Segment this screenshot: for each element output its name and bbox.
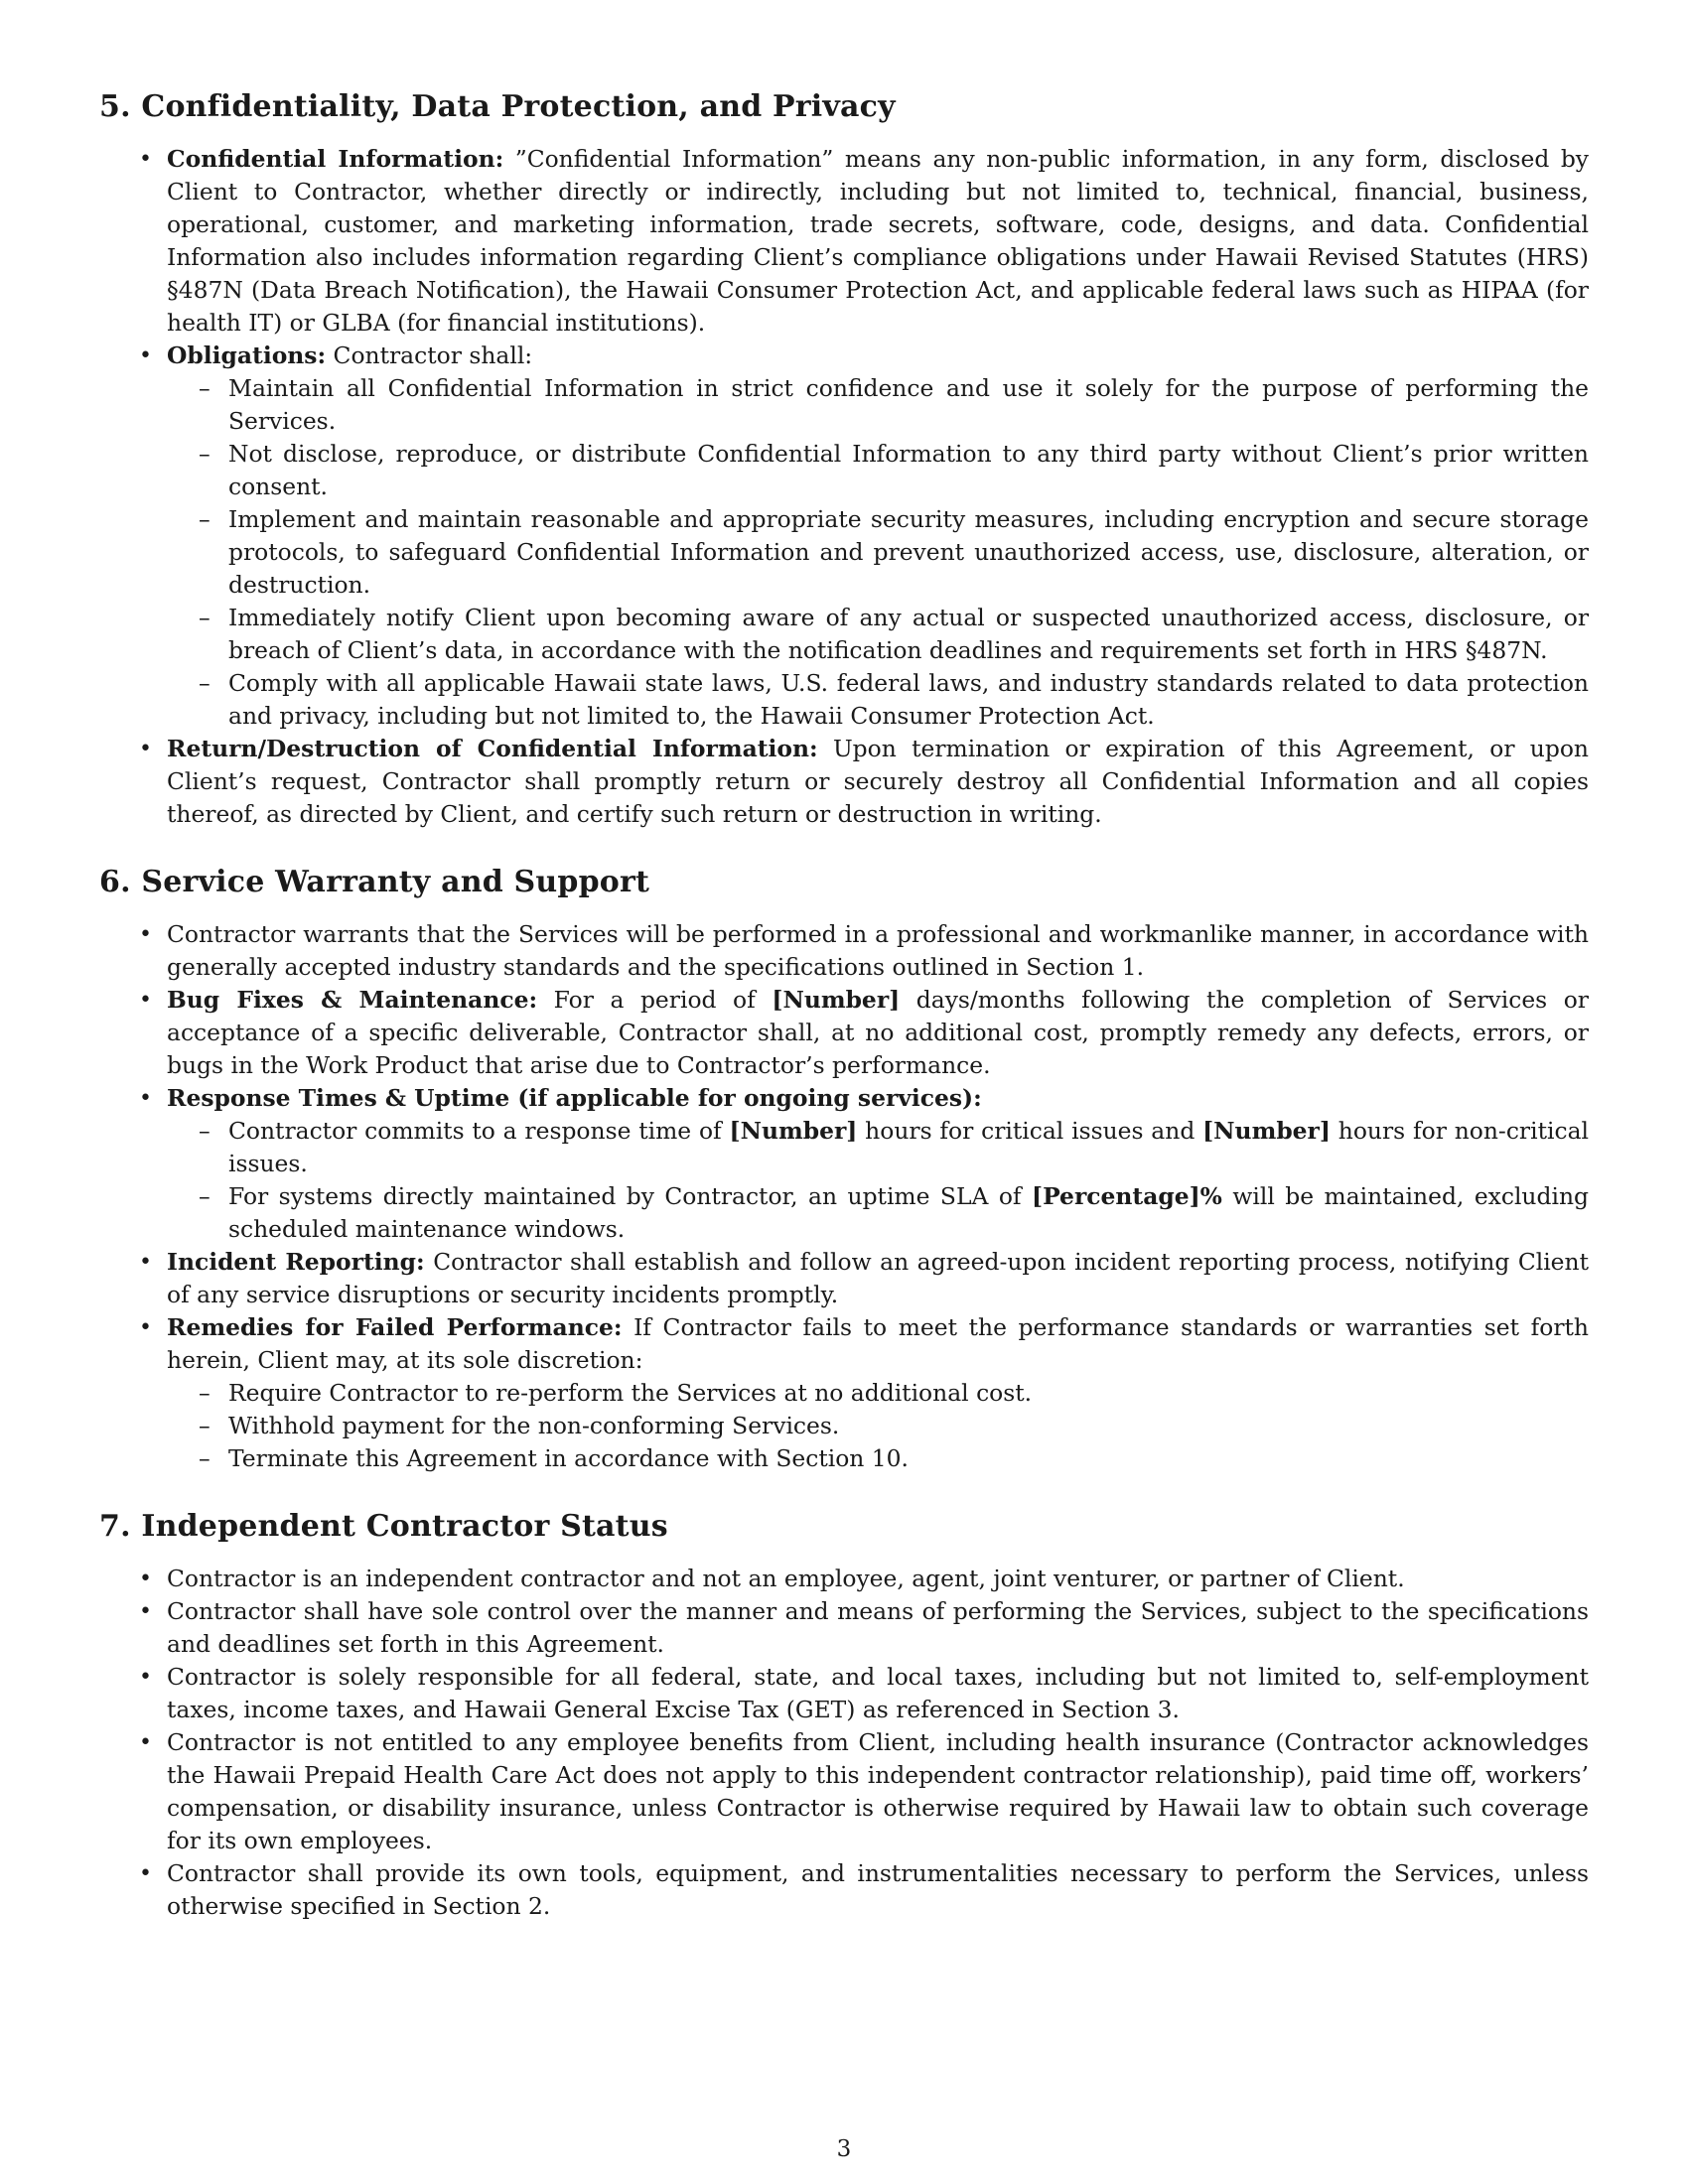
list-item: • Contractor shall provide its own tools, equipment, and instrumentalities necessary to perform the Services, unless otherwise specified in Section 2. bbox=[167, 1857, 1589, 1923]
list-item bbox=[167, 733, 1589, 831]
sub-list-item: – Not disclose, reproduce, or distribute Confidential Information to any third party without Client’s prior written consent. bbox=[228, 438, 1589, 503]
placeholder-token: [Number] bbox=[1202, 1117, 1331, 1145]
item-text: If Contractor fails to meet the performance standards or warranties set forth herein, Client may, at its sole discretion: bbox=[167, 1313, 1589, 1374]
section-heading: 5. Confidentiality, Data Protection, and Privacy bbox=[99, 89, 896, 124]
sub-list bbox=[167, 372, 1589, 733]
list-item bbox=[167, 340, 1589, 733]
item-text: Upon termination or expiration of this Agreement, or upon Client’s request, Contractor shall promptly return or securely destroy all Confidential Information and all copies thereof, as directed by Client, and certify such return or destruction in writing. bbox=[167, 735, 1589, 828]
placeholder-token: [Number] bbox=[729, 1117, 858, 1145]
page-number: 3 bbox=[836, 2136, 852, 2162]
placeholder-token: [Number] bbox=[772, 986, 901, 1014]
item-label: Response Times & Uptime (if applicable for ongoing services): bbox=[167, 1084, 982, 1112]
item-label: Bug Fixes & Maintenance: bbox=[167, 986, 538, 1014]
section-confidentiality bbox=[99, 89, 1589, 831]
section-heading: 6. Service Warranty and Support bbox=[99, 865, 650, 899]
list-item: • Contractor is not entitled to any employee benefits from Client, including health insurance (Contractor acknowledges the Hawaii Prepaid Health Care Act does not apply to this independent contractor relationship), paid time off, workers’ compensation, or disability insurance, unless Contractor is otherwise required by Hawaii law to obtain such coverage for its own employees. bbox=[167, 1726, 1589, 1857]
sub-list-item: – Maintain all Confidential Information in strict confidence and use it solely for the purpose of performing the Services. bbox=[228, 372, 1589, 438]
item-label: Remedies for Failed Performance: bbox=[167, 1313, 623, 1341]
sub-list-item: – Terminate this Agreement in accordance with Section 10. bbox=[228, 1442, 1589, 1475]
bullet-list bbox=[99, 918, 1589, 1475]
list-item bbox=[167, 918, 1589, 984]
list-item bbox=[167, 1246, 1589, 1311]
item-text: Contractor shall establish and follow an agreed-upon incident reporting process, notifying Client of any service disruptions or security incidents promptly. bbox=[167, 1248, 1589, 1308]
item-text: Contractor warrants that the Services will be performed in a professional and workmanlike manner, in accordance with generally accepted industry standards and the specifications outlined in Section 1. bbox=[167, 920, 1589, 981]
list-item bbox=[167, 143, 1589, 340]
sub-list-item: – Withhold payment for the non-conforming Services. bbox=[228, 1410, 1589, 1442]
sub-list-item: – Comply with all applicable Hawaii state laws, U.S. federal laws, and industry standards related to data protection and privacy, including but not limited to, the Hawaii Consumer Protection Act. bbox=[228, 667, 1589, 733]
placeholder-token: [Percentage]% bbox=[1032, 1182, 1222, 1210]
item-label: Return/Destruction of Confidential Information: bbox=[167, 735, 818, 762]
bullet-list bbox=[99, 143, 1589, 831]
sub-list-item: – Immediately notify Client upon becoming aware of any actual or suspected unauthorized access, disclosure, or breach of Client’s data, in accordance with the notification deadlines and requirements set forth in HRS §487N. bbox=[228, 602, 1589, 667]
list-item: • Contractor is an independent contractor and not an employee, agent, joint venturer, or partner of Client. bbox=[167, 1563, 1589, 1595]
list-item: • Contractor shall have sole control over the manner and means of performing the Services, subject to the specifications and deadlines set forth in this Agreement. bbox=[167, 1595, 1589, 1661]
section-independent-contractor bbox=[99, 1509, 1589, 1923]
sub-list-item: – For systems directly maintained by Contractor, an uptime SLA of [Percentage]% will be maintained, excluding scheduled maintenance windows. bbox=[228, 1180, 1589, 1246]
list-item: • Contractor is solely responsible for all federal, state, and local taxes, including but not limited to, self-employment taxes, income taxes, and Hawaii General Excise Tax (GET) as referenced in Section 3. bbox=[167, 1661, 1589, 1726]
sub-list-item: – Contractor commits to a response time of [Number] hours for critical issues and [Number] hours for non-critical issues. bbox=[228, 1115, 1589, 1180]
sub-list-item: – Implement and maintain reasonable and appropriate security measures, including encryption and secure storage protocols, to safeguard Confidential Information and prevent unauthorized access, use, disclosure, alteration, or destruction. bbox=[228, 503, 1589, 602]
item-label: Confidential Information: bbox=[167, 145, 504, 173]
bullet-list bbox=[99, 1563, 1589, 1923]
list-item bbox=[167, 984, 1589, 1082]
item-text: Contractor shall: bbox=[326, 341, 533, 369]
item-label: Incident Reporting: bbox=[167, 1248, 425, 1276]
list-item bbox=[167, 1082, 1589, 1246]
item-text: ”Confidential Information” means any non-public information, in any form, disclosed by Client to Contractor, whether directly or indirectly, including but not limited to, technical, financial, business, operational, customer, and marketing information, trade secrets, software, code, designs, and data. Confidential Information also includes information regarding Client’s compliance obligations under Hawaii Revised Statutes (HRS) §487N (Data Breach Notification), the Hawaii Consumer Protection Act, and applicable federal laws such as HIPAA (for health IT) or GLBA (for financial institutions). bbox=[167, 145, 1589, 337]
sub-list-item: – Require Contractor to re-perform the Services at no additional cost. bbox=[228, 1377, 1589, 1410]
section-heading: 7. Independent Contractor Status bbox=[99, 1509, 668, 1544]
sub-list bbox=[167, 1377, 1589, 1475]
item-text: For a period of [Number] days/months following the completion of Services or acceptance of a specific deliverable, Contractor shall, at no additional cost, promptly remedy any defects, errors, or bugs in the Work Product that arise due to Contractor’s performance. bbox=[167, 986, 1589, 1079]
list-item bbox=[167, 1311, 1589, 1475]
section-service-warranty bbox=[99, 865, 1589, 1475]
item-label: Obligations: bbox=[167, 341, 327, 369]
sub-list bbox=[167, 1115, 1589, 1246]
document-page bbox=[99, 89, 1589, 1957]
